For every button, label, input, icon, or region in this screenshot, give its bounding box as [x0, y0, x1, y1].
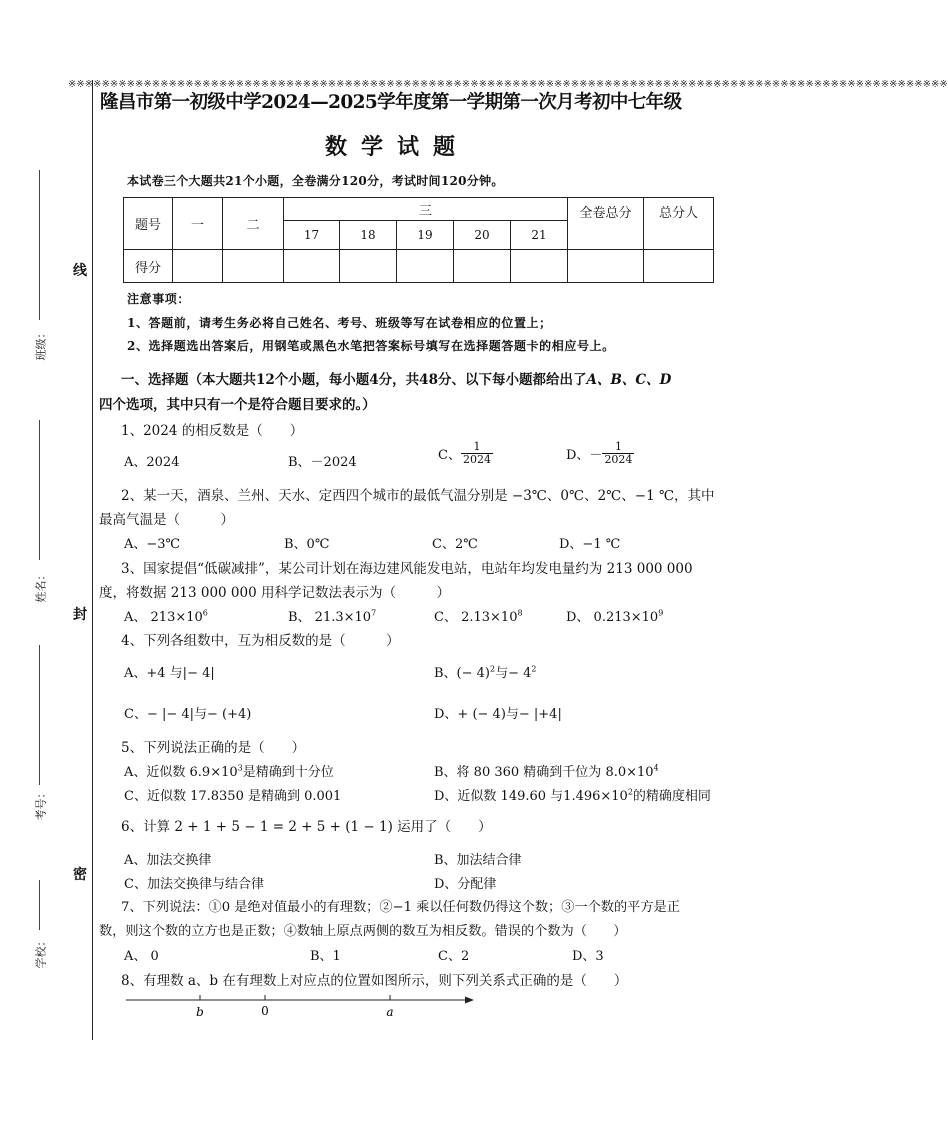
- score-cell: [284, 250, 340, 283]
- score-table-col-2: 二: [223, 198, 284, 250]
- q1-option-d-label: D、－: [566, 448, 603, 463]
- number-line-arrow: [465, 997, 474, 1004]
- score-table-subcol-20: 20: [454, 221, 511, 250]
- q7-option-c: C、2: [438, 949, 470, 964]
- name-label: 姓名：: [34, 569, 48, 603]
- q2-option-a: A、−3℃: [124, 537, 181, 552]
- q4-option-a: A、+4 与|− 4|: [124, 666, 215, 681]
- seal-char-seal: 封: [73, 607, 87, 623]
- q6-stem: 6、计算 2 + 1 + 5 − 1 = 2 + 5 + (1 − 1) 运用了（ ）: [121, 819, 492, 835]
- q1-option-c: [438, 441, 493, 466]
- q5-option-b-base: B、将 80 360 精确到千位为 8.0×10: [434, 765, 654, 780]
- score-cell: [173, 250, 223, 283]
- q4-option-b-exp: 2: [490, 664, 496, 674]
- note-item: 1、答题前，请考生务必将自己姓名、考号、班级等写在试卷相应的位置上；: [127, 316, 552, 330]
- q3-option-c-exp: 8: [517, 608, 523, 618]
- q3-option-c: [434, 606, 523, 625]
- score-table-col-1: 一: [173, 198, 223, 250]
- q5-option-a-tail: 是精确到十分位: [242, 765, 334, 780]
- q6-option-d: D、分配律: [434, 877, 497, 892]
- q4-option-b-tail: 与− 4: [495, 666, 532, 681]
- q6-option-c: C、加法交换律与结合律: [124, 877, 264, 892]
- fraction-denominator: 2024: [604, 453, 633, 466]
- score-table-subcol-18: 18: [340, 221, 397, 250]
- q5-option-d: [434, 785, 711, 804]
- q4-option-b-base: B、(− 4): [434, 666, 490, 681]
- q4-stem: 4、下列各组数中，互为相反数的是（ ）: [121, 633, 400, 649]
- number-line-label-0: 0: [261, 1004, 269, 1018]
- q2-option-b: B、0℃: [284, 537, 330, 552]
- section1-heading-cont: 四个选项，其中只有一个是符合题目要求的。）: [99, 397, 376, 413]
- score-cell: [568, 250, 644, 283]
- q5-option-c: C、近似数 17.8350 是精确到 0.001: [124, 789, 342, 804]
- q8-number-line: [124, 990, 474, 1020]
- q1-option-d-fraction: [602, 441, 634, 466]
- q5-option-d-exp: 2: [627, 787, 633, 797]
- score-cell: [223, 250, 284, 283]
- school-label: 学校：: [34, 935, 48, 969]
- q4-option-d: D、+ (− 4)与− |+4|: [434, 707, 562, 722]
- q2-option-c: C、2℃: [432, 537, 478, 552]
- q4-option-b-exp2: 2: [531, 664, 537, 674]
- score-table-subcol-21: 21: [511, 221, 568, 250]
- q5-option-a: [124, 761, 334, 780]
- score-table-subcol-19: 19: [397, 221, 454, 250]
- score-table-label-score: 得分: [124, 250, 173, 283]
- q5-option-a-exp: 3: [237, 763, 243, 773]
- fraction-numerator: 1: [602, 441, 634, 454]
- score-table-col-3: 三: [284, 198, 568, 221]
- class-label: 班级：: [34, 327, 48, 361]
- q5-option-d-base: D、近似数 149.60 与1.496×10: [434, 789, 628, 804]
- section1-heading-options: A、B、C、D: [586, 372, 672, 388]
- score-table-scorer: 总分人: [644, 198, 714, 250]
- q5-stem: 5、下列说法正确的是（ ）: [121, 740, 306, 756]
- exam-intro: 本试卷三个大题共21个小题，全卷满分120分，考试时间120分钟。: [127, 174, 504, 188]
- binding-margin-line: [92, 80, 93, 1040]
- score-cell: [397, 250, 454, 283]
- section1-heading: [121, 368, 671, 388]
- score-table-total: 全卷总分: [568, 198, 644, 250]
- q7-option-a: A、 0: [124, 949, 159, 964]
- score-cell: [454, 250, 511, 283]
- q3-stem: 3、国家提倡“低碳减排”，某公司计划在海边建风能发电站，电站年均发电量约为 213 000 000: [121, 561, 693, 577]
- note-item: 2、选择题选出答案后，用钢笔或黑色水笔把答案标号填写在选择题答题卡的相应号上。: [127, 339, 615, 353]
- exam-subtitle: 数学试题: [324, 134, 469, 160]
- q5-option-b: [434, 761, 659, 780]
- exam-number-label: 考号：: [34, 787, 48, 821]
- q4-option-c: C、− |− 4|与− (+4): [124, 707, 252, 722]
- q3-option-b-exp: 7: [371, 608, 377, 618]
- score-table-label-question: 题号: [124, 198, 173, 250]
- q5-option-d-tail: 的精确度相同: [632, 789, 711, 804]
- binding-pattern: ※※※※※※※※※※※※※※※※※※※※※※※※※※※※※※※※※※※※※※※※※※※※※※※※※※※※※※※※※※※※※※※※※※※※※※※※※※※※※※※※※※※※※※※※※※※※※※※※※※※※※※※※※: [68, 79, 948, 90]
- exam-number-line: [39, 645, 40, 785]
- q3-option-a: [124, 606, 208, 625]
- class-line: [39, 170, 40, 320]
- q5-option-b-exp: 4: [653, 763, 659, 773]
- q1-stem: 1、2024 的相反数是（ ）: [121, 423, 304, 439]
- q3-option-c-base: C、 2.13×10: [434, 610, 518, 625]
- q1-option-c-label: C、: [438, 448, 461, 463]
- q2-option-d: D、−1 ℃: [559, 537, 621, 552]
- score-table: [123, 197, 714, 283]
- q7-stem-cont: 数，则这个数的立方也是正数；④数轴上原点两侧的数互为相反数。错误的个数为（ ）: [99, 924, 627, 939]
- q1-option-d: [566, 441, 634, 466]
- q3-option-b-base: B、 21.3×10: [288, 610, 372, 625]
- q3-option-d-base: D、 0.213×10: [566, 610, 659, 625]
- fraction-denominator: 2024: [462, 453, 491, 466]
- score-cell: [340, 250, 397, 283]
- q6-option-b: B、加法结合律: [434, 853, 522, 868]
- seal-char-secret: 密: [73, 867, 87, 883]
- q5-option-a-base: A、近似数 6.9×10: [124, 765, 238, 780]
- score-cell: [511, 250, 568, 283]
- section1-heading-text: 一、选择题（本大题共12个小题，每小题4分，共48分、以下每小题都给出了: [121, 372, 587, 388]
- q3-option-a-base: A、 213×10: [124, 610, 203, 625]
- q3-option-d: [566, 606, 663, 625]
- q3-option-d-exp: 9: [658, 608, 664, 618]
- q4-option-b: [434, 662, 536, 681]
- fraction-numerator: 1: [461, 441, 493, 454]
- q7-option-d: D、3: [572, 949, 604, 964]
- q1-option-a: A、2024: [124, 455, 180, 470]
- q1-option-b: B、－2024: [288, 455, 357, 470]
- number-line-label-a: a: [386, 1005, 394, 1019]
- number-line-label-b: b: [196, 1005, 204, 1019]
- notes-heading: 注意事项：: [127, 292, 191, 306]
- score-table-subcol-17: 17: [284, 221, 340, 250]
- q2-stem: 2、某一天，酒泉、兰州、天水、定西四个城市的最低气温分别是 −3℃、0℃、2℃、−1 ℃，其中: [121, 488, 715, 504]
- q6-option-a: A、加法交换律: [124, 853, 212, 868]
- exam-title: 隆昌市第一初级中学2024—2025学年度第一学期第一次月考初中七年级: [100, 92, 682, 113]
- seal-char-line: 线: [73, 263, 87, 279]
- q3-option-a-exp: 6: [202, 608, 208, 618]
- score-cell: [644, 250, 714, 283]
- q3-stem-cont: 度，将数据 213 000 000 用科学记数法表示为（ ）: [99, 585, 450, 601]
- q8-stem: 8、有理数 a、b 在有理数上对应点的位置如图所示，则下列关系式正确的是（ ）: [121, 973, 628, 989]
- school-line: [39, 880, 40, 930]
- name-line: [39, 420, 40, 560]
- q7-stem: 7、下列说法：①0 是绝对值最小的有理数；②−1 乘以任何数仍得这个数；③一个数的平方是正: [121, 900, 680, 915]
- q1-option-c-fraction: [461, 441, 493, 466]
- q7-option-b: B、1: [310, 949, 341, 964]
- q2-stem-cont: 最高气温是（ ）: [99, 512, 234, 528]
- q3-option-b: [288, 606, 376, 625]
